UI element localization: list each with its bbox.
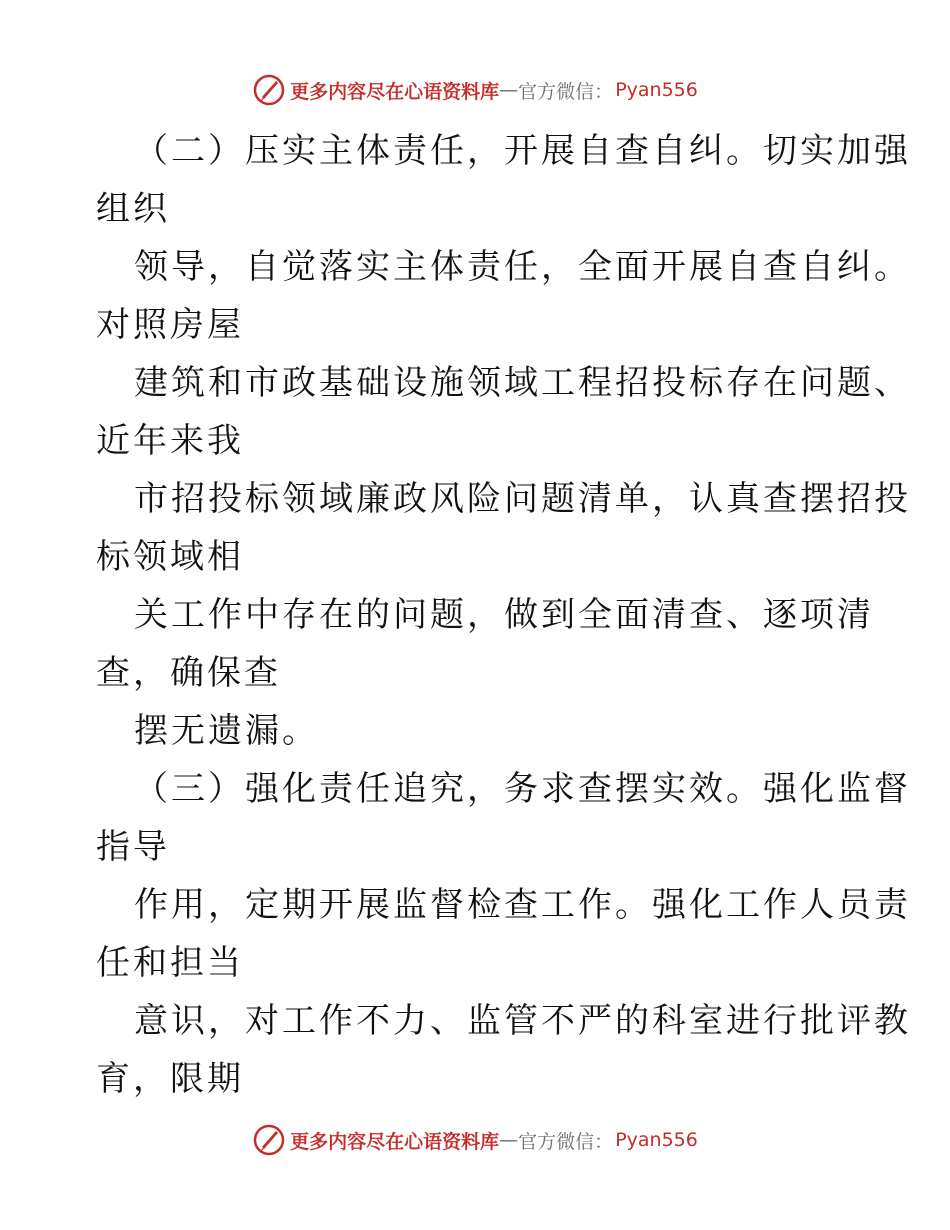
watermark-wechat-label: 官方微信： (518, 1130, 614, 1153)
document-line: 领导，自觉落实主体责任，全面开展自查自纠。 (134, 247, 911, 287)
watermark-dash: — (499, 1129, 519, 1151)
watermark-dash: — (499, 79, 519, 101)
footer-watermark (0, 1120, 950, 1160)
watermark-site-text: 更多内容尽在心语资料库 (290, 1130, 500, 1153)
document-line: 作用，定期开展监督检查工作。强化工作人员责 (134, 885, 911, 925)
document-line: 市招投标领域廉政风险问题清单，认真查摆招投 (134, 479, 911, 519)
document-line: 组织 (96, 189, 170, 229)
watermark-wechat-id: Pyan556 (615, 79, 698, 101)
document-line: 关工作中存在的问题，做到全面清查、逐项清 (134, 595, 874, 635)
document-line: 指导 (96, 827, 170, 867)
quill-pen-logo-icon (252, 1123, 286, 1157)
document-line: 建筑和市政基础设施领域工程招投标存在问题、 (134, 363, 911, 403)
document-line: 意识，对工作不力、监管不严的科室进行批评教 (134, 1001, 911, 1041)
document-line: 任和担当 (96, 943, 244, 983)
document-line: 育，限期 (96, 1059, 244, 1099)
watermark-wechat-id: Pyan556 (615, 1129, 698, 1151)
document-line: （三）强化责任追究，务求查摆实效。强化监督 (134, 769, 911, 809)
document-line: 标领域相 (96, 537, 244, 577)
watermark-wechat-label: 官方微信： (518, 80, 614, 103)
document-line: 对照房屋 (96, 305, 244, 345)
watermark-site-text: 更多内容尽在心语资料库 (290, 80, 500, 103)
document-line: 近年来我 (96, 421, 244, 461)
document-line: 摆无遗漏。 (134, 711, 319, 751)
document-body (96, 122, 911, 1108)
header-watermark (0, 70, 950, 110)
document-line: （二）压实主体责任，开展自查自纠。切实加强 (134, 131, 911, 171)
quill-pen-logo-icon (252, 73, 286, 107)
document-line: 查，确保查 (96, 653, 281, 693)
